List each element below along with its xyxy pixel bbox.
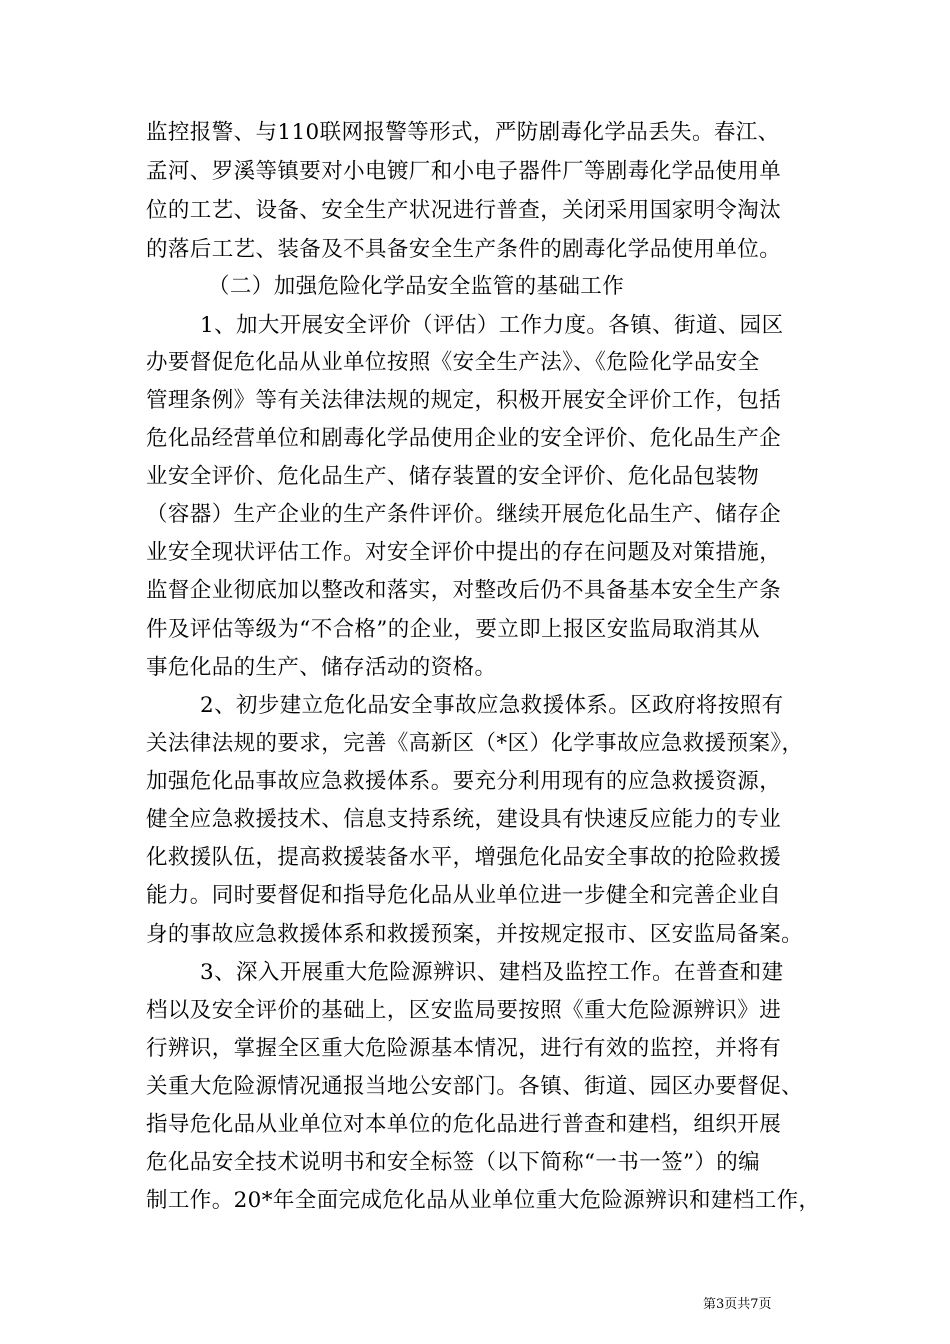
- section-heading: （二）加强危险化学品安全监管的基础工作: [208, 274, 625, 299]
- text-line: 关法律法规的要求，完善《高新区（*区）化学事故应急救援预案》，: [146, 731, 804, 756]
- text-line: 位的工艺、设备、安全生产状况进行普查，关闭采用国家明令淘汰: [146, 198, 782, 223]
- text-line: 管理条例》等有关法律法规的规定，积极开展安全评价工作，包括: [146, 388, 782, 413]
- text-line: 健全应急救援技术、信息支持系统，建设具有快速反应能力的专业: [146, 807, 782, 832]
- text-line: 办要督促危化品从业单位按照《安全生产法》、《危险化学品安全: [146, 350, 760, 375]
- text-line: 的落后工艺、装备及不具备安全生产条件的剧毒化学品使用单位。: [146, 237, 782, 262]
- text-line: 身的事故应急救援体系和救援预案，并按规定报市、区安监局备案。: [146, 922, 804, 947]
- paragraph-first-line: 1、加大开展安全评价（评估）工作力度。各镇、街道、园区: [200, 313, 784, 338]
- text-line: 加强危化品事故应急救援体系。要充分利用现有的应急救援资源，: [146, 769, 782, 794]
- text-line: 业安全评价、危化品生产、储存装置的安全评价、危化品包装物: [146, 464, 760, 489]
- text-line: 制工作。20*年全面完成危化品从业单位重大危险源辨识和建档工作，: [146, 1188, 821, 1213]
- paragraph-first-line: 2、初步建立危化品安全事故应急救援体系。区政府将按照有: [200, 693, 784, 718]
- text-line: 事危化品的生产、储存活动的资格。: [146, 655, 497, 680]
- text-line: 危化品经营单位和剧毒化学品使用企业的安全评价、危化品生产企: [146, 426, 782, 451]
- text-line: 危化品安全技术说明书和安全标签（以下简称“一书一签”）的编: [146, 1150, 761, 1175]
- text-line: 档以及安全评价的基础上，区安监局要按照《重大危险源辨识》进: [146, 998, 782, 1023]
- paragraph-first-line: 3、深入开展重大危险源辨识、建档及监控工作。在普查和建: [200, 960, 784, 985]
- text-line: 能力。同时要督促和指导危化品从业单位进一步健全和完善企业自: [146, 883, 782, 908]
- text-line: 件及评估等级为“不合格”的企业，要立即上报区安监局取消其从: [146, 617, 761, 642]
- page-number-footer: 第3页共7页: [703, 1297, 772, 1312]
- text-line: 行辨识，掌握全区重大危险源基本情况，进行有效的监控，并将有: [146, 1036, 782, 1061]
- text-line: 业安全现状评估工作。对安全评价中提出的存在问题及对策措施，: [146, 540, 782, 565]
- text-line: 关重大危险源情况通报当地公安部门。各镇、街道、园区办要督促、: [146, 1074, 804, 1099]
- text-line: 监督企业彻底加以整改和落实，对整改后仍不具备基本安全生产条: [146, 578, 782, 603]
- text-line: 化救援队伍，提高救援装备水平，增强危化品安全事故的抢险救援: [146, 845, 782, 870]
- text-line: 监控报警、与110联网报警等形式，严防剧毒化学品丢失。春江、: [146, 120, 780, 145]
- text-line: 孟河、罗溪等镇要对小电镀厂和小电子器件厂等剧毒化学品使用单: [146, 159, 782, 184]
- text-line: 指导危化品从业单位对本单位的危化品进行普查和建档，组织开展: [146, 1112, 782, 1137]
- text-line: （容器）生产企业的生产条件评价。继续开展危化品生产、储存企: [146, 502, 782, 527]
